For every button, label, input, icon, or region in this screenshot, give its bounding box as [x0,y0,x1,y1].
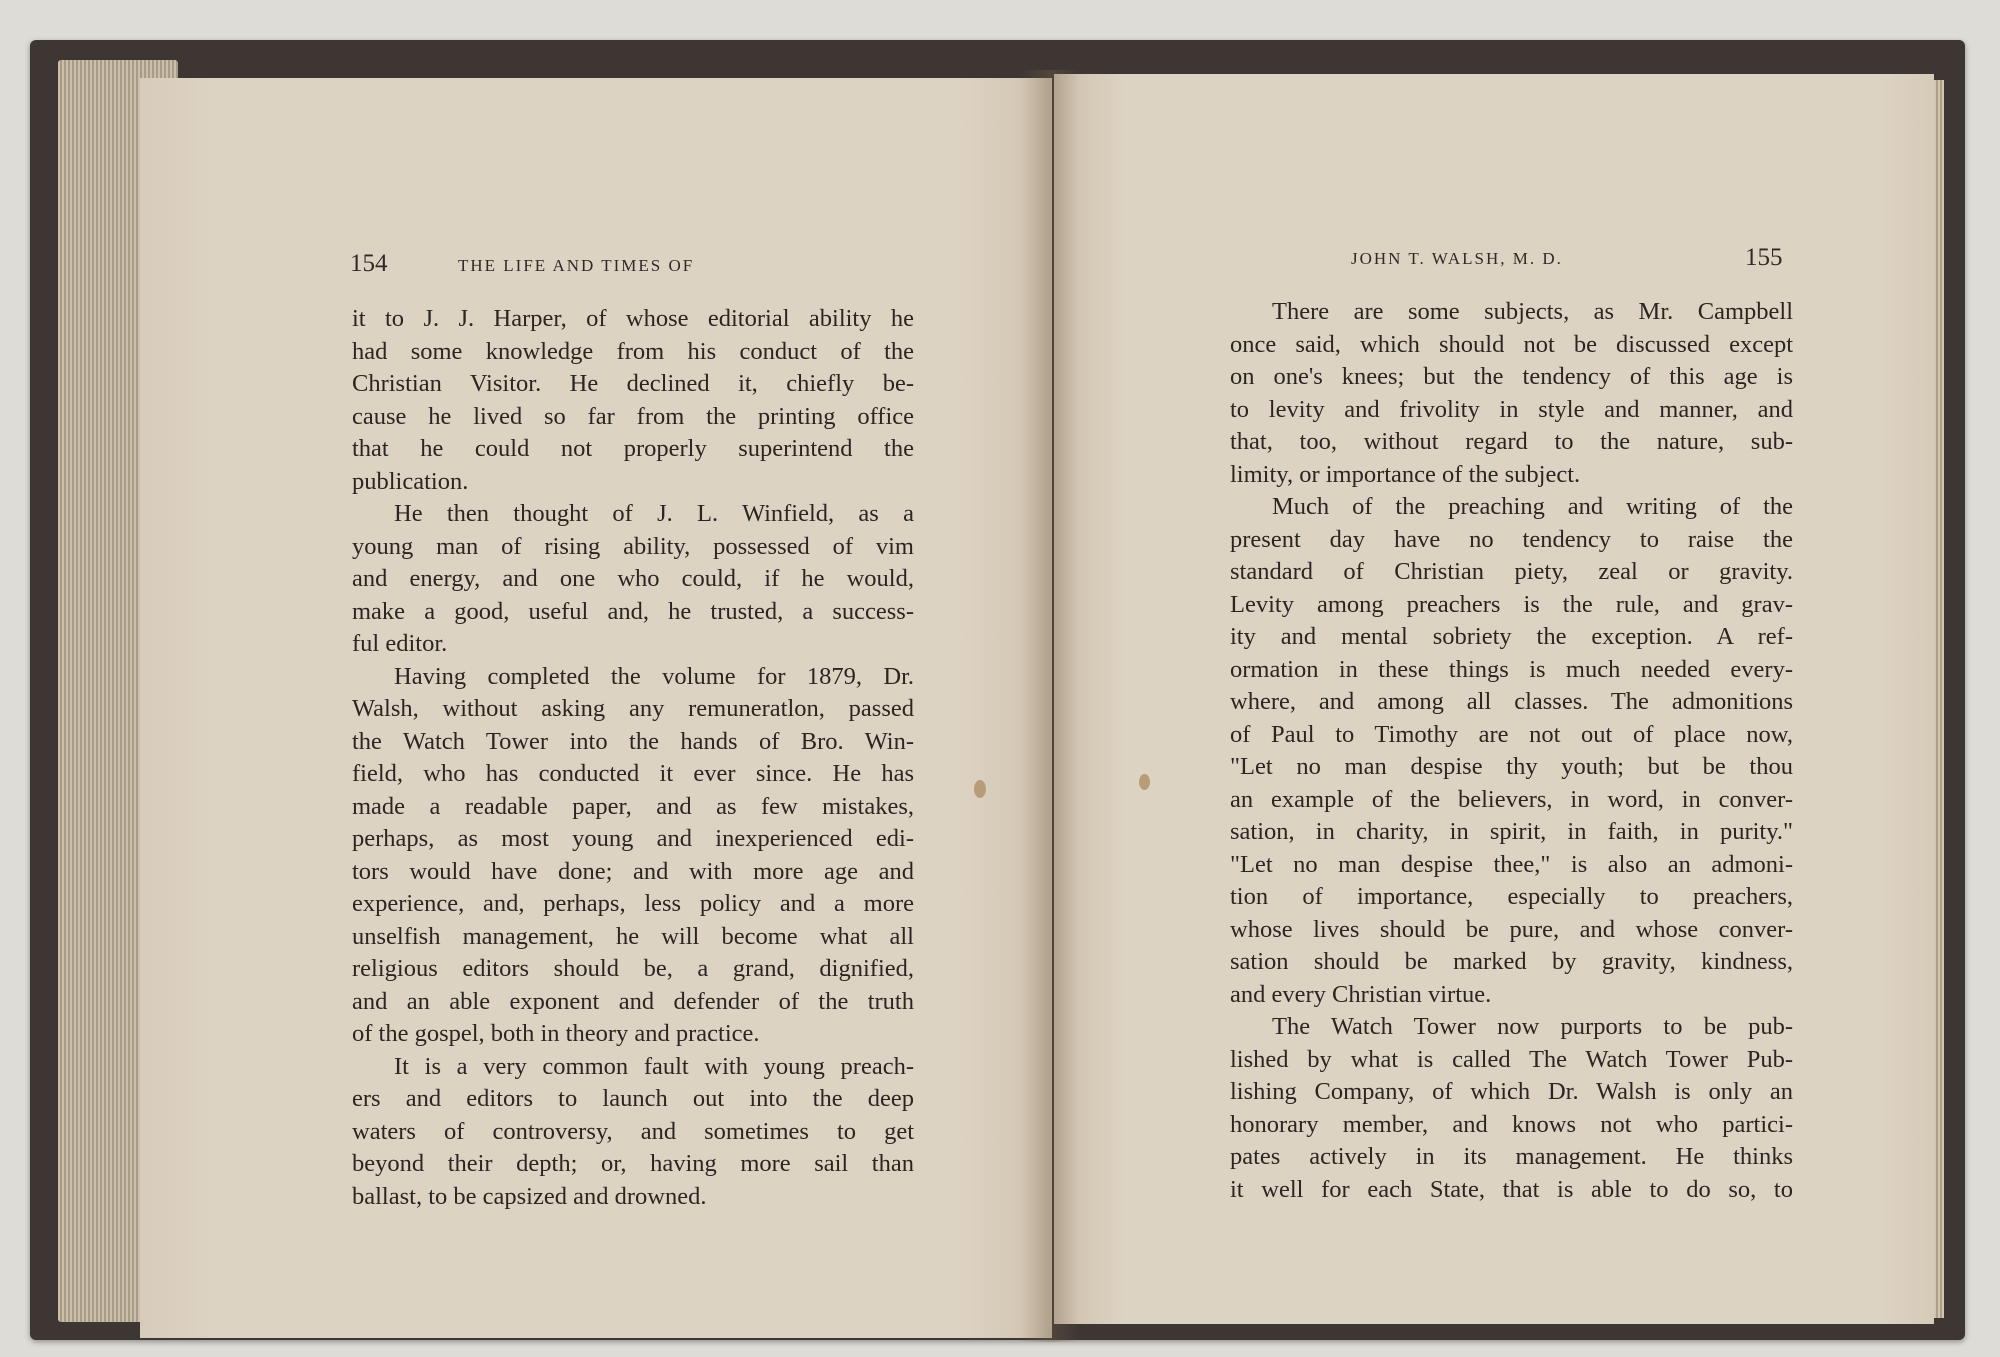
right-running-head: JOHN T. WALSH, M. D. [1351,249,1563,268]
text-line: whose lives should be pure, and whose conver- [1230,915,1793,943]
text-line: to levity and frivolity in style and manner, and [1230,395,1793,423]
text-line: present day have no tendency to raise the [1230,525,1793,553]
text-line: cause he lived so far from the printing office [352,402,914,430]
text-line: young man of rising ability, possessed of vim [352,532,914,560]
text-line: Much of the preaching and writing of the [1272,493,1793,520]
text-line: of Paul to Timothy are not out of place now, [1230,720,1793,748]
text-line: field, who has conducted it ever since. He has [352,760,914,787]
text-line: lished by what is called The Watch Tower Pub- [1230,1045,1793,1073]
text-line: ormation in these things is much needed every- [1230,655,1793,683]
text-line: and energy, and one who could, if he would, [352,565,914,592]
right-page-number: 155 [1745,244,1783,271]
text-line: sation should be marked by gravity, kindness, [1230,948,1793,975]
text-line: ful editor. [352,630,448,657]
text-line: and every Christian virtue. [1230,980,1492,1008]
text-line: standard of Christian piety, zeal or gravity. [1230,558,1793,585]
text-line: it well for each State, that is able to do so, to [1230,1175,1793,1203]
text-line: religious editors should be, a grand, dignified, [352,955,914,982]
left-running-head: THE LIFE AND TIMES OF [458,256,695,275]
text-line: tors would have done; and with more age and [352,857,914,885]
text-line: an example of the believers, in word, in conver- [1230,785,1793,813]
text-line: ity and mental sobriety the exception. A ref- [1230,623,1793,650]
left-page-number: 154 [350,250,388,277]
text-line: experience, and, perhaps, less policy and a more [352,890,914,917]
text-line: ballast, to be capsized and drowned. [352,1182,707,1210]
right-page-text [1230,296,1793,1206]
text-line: and an able exponent and defender of the truth [352,987,914,1015]
text-line: Walsh, without asking any remuneratlon, passed [352,695,914,722]
text-line: "Let no man despise thee," is also an admoni- [1230,850,1793,878]
text-line: Christian Visitor. He declined it, chiefly be- [352,370,914,397]
text-line: of the gospel, both in theory and practice. [352,1020,760,1047]
text-line: that he could not properly superintend the [352,435,914,462]
left-page [140,78,1052,1338]
text-line: that, too, without regard to the nature, sub- [1230,428,1793,455]
text-line: lishing Company, of which Dr. Walsh is only an [1230,1078,1793,1105]
text-line: on one's knees; but the tendency of this age is [1230,363,1793,390]
text-line: pates actively in its management. He thinks [1230,1143,1793,1170]
text-line: honorary member, and knows not who partici- [1230,1110,1793,1138]
foxing-spot [974,780,986,798]
text-line: made a readable paper, and as few mistakes, [352,792,914,820]
text-line: He then thought of J. L. Winfield, as a [394,500,914,527]
text-line: ers and editors to launch out into the deep [352,1085,914,1112]
open-book [30,40,1965,1340]
text-line: There are some subjects, as Mr. Campbell [1272,298,1793,325]
book-gutter [1020,70,1080,1342]
text-line: make a good, useful and, he trusted, a success- [352,597,914,625]
text-line: Having completed the volume for 1879, Dr. [394,662,914,690]
text-line: the Watch Tower into the hands of Bro. Win- [352,727,914,755]
text-line: once said, which should not be discussed except [1230,330,1793,358]
text-line: limity, or importance of the subject. [1230,460,1581,488]
text-line: Levity among preachers is the rule, and grav- [1230,590,1793,618]
text-line: It is a very common fault with young preach- [394,1052,914,1080]
text-line: had some knowledge from his conduct of the [352,337,914,365]
text-line: unselfish management, he will become what all [352,922,914,950]
text-line: waters of controversy, and sometimes to get [352,1117,914,1145]
text-line: perhaps, as most young and inexperienced edi- [352,825,914,852]
text-line: "Let no man despise thy youth; but be thou [1230,753,1793,780]
left-page-text [352,303,914,1213]
right-page [1054,74,1934,1324]
text-line: tion of importance, especially to preachers, [1230,883,1793,910]
text-line: it to J. J. Harper, of whose editorial ability he [352,305,914,332]
foxing-spot [1139,774,1150,790]
text-line: publication. [352,467,469,495]
text-line: sation, in charity, in spirit, in faith, in purity." [1230,818,1793,845]
text-line: beyond their depth; or, having more sail than [352,1150,914,1177]
text-line: The Watch Tower now purports to be pub- [1272,1013,1793,1040]
text-line: where, and among all classes. The admonitions [1230,688,1793,715]
